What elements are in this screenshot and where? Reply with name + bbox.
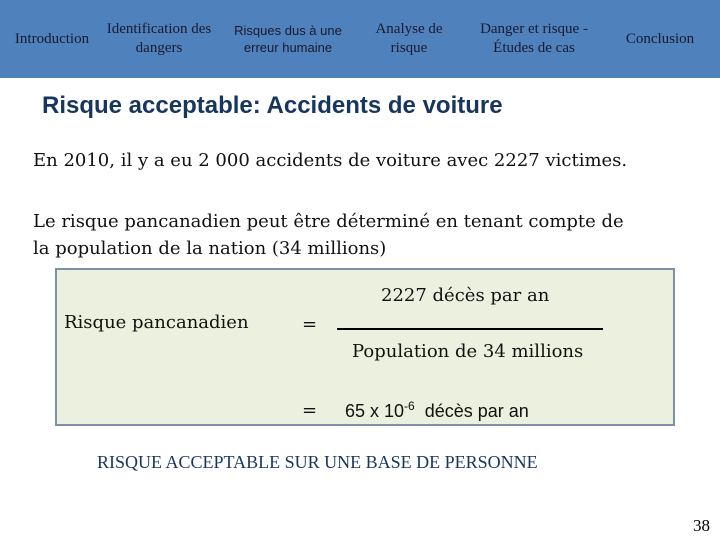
nav-tab-risques-erreur-humaine[interactable]: Risques dus à une erreur humaine (234, 23, 342, 55)
page-number: 38 (693, 516, 710, 535)
nav-tab-conclusion[interactable]: Conclusion (625, 30, 695, 47)
footer-heading: RISQUE ACCEPTABLE SUR UNE BASE DE PERSONNE (97, 452, 538, 472)
fraction-bar (337, 328, 603, 330)
result-suffix: décès par an (424, 401, 529, 421)
nav-tab-etudes-de-cas[interactable]: Danger et risque - Études de cas (480, 21, 588, 56)
nav-tab-identification-dangers[interactable]: Identification des dangers (106, 21, 212, 56)
nav-tab-introduction[interactable]: Introduction (14, 30, 90, 47)
nav-tab-analyse-risque[interactable]: Analyse de risque (375, 21, 443, 56)
formula-lhs: Risque pancanadien (64, 312, 249, 333)
result-prefix: 65 x 10 (345, 401, 405, 421)
formula-box (55, 268, 675, 426)
paragraph-line-2: la population de la nation (34 millions) (33, 238, 387, 259)
formula-equals-2: = (302, 400, 318, 421)
formula-denominator: Population de 34 millions (352, 341, 584, 362)
paragraph-line-1: Le risque pancanadien peut être déterminé en tenant compte de (33, 211, 624, 232)
result-exponent: -6 (404, 399, 415, 413)
slide-title: Risque acceptable: Accidents de voiture (42, 92, 503, 119)
formula-result (345, 399, 529, 422)
paragraph-accidents: En 2010, il y a eu 2 000 accidents de voiture avec 2227 victimes. (33, 150, 628, 171)
top-navigation-bar (0, 0, 720, 78)
formula-equals: = (302, 314, 318, 335)
formula-numerator: 2227 décès par an (381, 285, 550, 306)
